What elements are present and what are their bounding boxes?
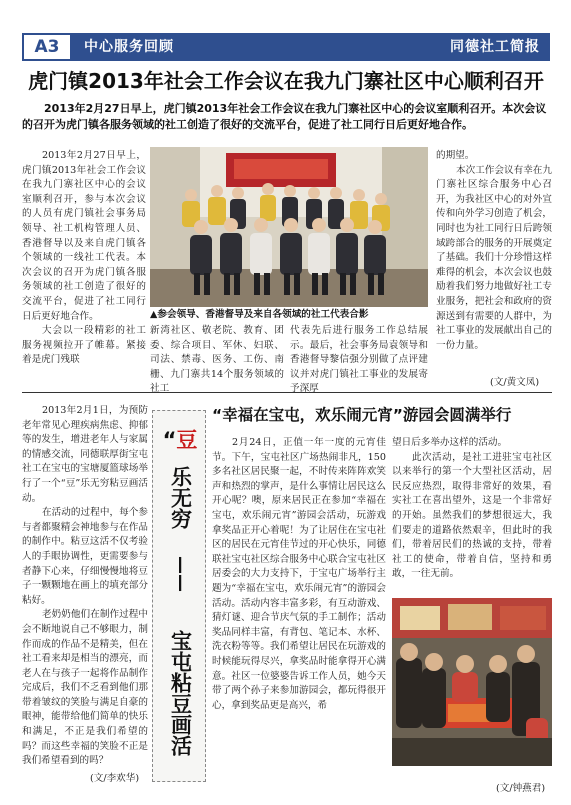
newsletter-title: 同德社工简报	[450, 39, 540, 55]
paragraph: 2013年2月1日，为预防老年常见心理疾病焦虑、抑郁等的发生，增进老年人与家属的情感交流，同德联厚街宝屯社工在宝屯的宝塘厦篮球场举行了一个“豆”乐无穷粘豆画活动。	[22, 405, 148, 504]
title-part-top: 乐无穷	[168, 465, 193, 529]
page-number: A3	[22, 33, 72, 61]
article1-bottom-column-b	[290, 324, 428, 397]
vertical-title	[153, 427, 207, 778]
article2-column	[22, 404, 148, 769]
event-photo-image	[392, 598, 552, 766]
paragraph: 本次工作会议有幸在九门寨社区综合服务中心召开，为我社区中心的对外宣传和向外学习创造了机会，同时也为社工同行日后跨领域跨部合的服务的开展奠定了基础。我们十分珍惜这样难得的机会，本次会议也鼓励着我们努力地做好社工专业服务，把社会和政府的资源送到有需要的人群中，为社工事业的发展献出自己的一份力量。	[436, 164, 552, 351]
section-divider	[22, 392, 552, 393]
paragraph: 望日后多举办这样的活动。	[392, 437, 508, 448]
title-dash: ——	[170, 556, 191, 592]
title-quote: “	[162, 428, 177, 452]
event-photo	[392, 598, 552, 766]
article3-title: “幸福在宝屯，欢乐闹元宵”游园会圆满举行	[212, 406, 512, 424]
article1-right-column	[436, 149, 552, 353]
paragraph: 老奶奶他们在制作过程中会不断地说自己不够眼力，制作而成的作品不是精美，但在社工看来却是相当的漂亮，而老人在与孩子一起将作品制作完成后，我们不乏看到他们那带着皱纹的笑脸与满足自豪的眼神，能带给他们简单的快乐和满足，不正是我们希望的吗？而这些幸福的笑脸不正是我们希望看到的吗？	[22, 609, 148, 767]
author-credit: (文/黄文凤)	[490, 377, 540, 388]
paragraph: 此次活动，是社工进驻宝屯社区以来举行的第一个大型社区活动，居民反应热烈，取得非常好的效果，看实社工在喜出望外，这是一个非常好的开始。虽然我们的梦想很远大，我们要走的道路依然艰辛，但此时的我们，带着居民们的热诚的支持，带着社工的使命，带着自信，坚持和勇敢，一往无前。	[392, 451, 552, 580]
article-lead: 2013年2月27日早上，虎门镇2013年社会工作会议在我九门寨社区中心的会议室顺利召开。本次会议的召开为虎门镇各服务领域的社工创造了很好的交流平台，促进了社工同行日后更好地合作。	[22, 102, 547, 131]
group-photo-image	[150, 147, 428, 307]
photo-caption: ▲参会领导、香港督导及来自各领域的社工代表合影	[150, 309, 369, 320]
paragraph: 的期望。	[436, 150, 475, 161]
author-credit: (文/钟燕君)	[496, 783, 546, 794]
paragraph: 新湾社区、敬老院、教育、团委、综合项目、军休、妇联、司法、禁毒、医务、工伤、南栅、九门寨共14个服务领域的社工	[150, 325, 284, 395]
group-photo	[150, 147, 428, 307]
article3-right-column	[392, 436, 552, 582]
header-bar	[22, 33, 550, 61]
article1-left-column	[22, 149, 146, 368]
section-title: 中心服务回顾	[84, 39, 174, 55]
author-credit: (文/李欢华)	[90, 773, 140, 784]
article-headline: 虎门镇2013年社会工作会议在我九门寨社区中心顺利召开	[28, 69, 544, 93]
paragraph: 在活动的过程中，每个参与者都聚精会神地参与在作品的制作中。粘豆这活不仅考验人的手眼协调性，更需要参与者静下心来，仔细慢慢地将豆子一颗颗地在画上的填充部分粘好。	[22, 507, 148, 606]
paragraph: 2013年2月27日早上，虎门镇2013年社会工作会议在我九门寨社区中心的会议室顺利召开，参与本次会议的人员有虎门镇社会事务局领导、社工机构管理人员、香港督导以及来自虎门镇各个领域的一线社工代表。本次会议的召开为虎门镇各服务领域的社工创造了很好的交流平台，促进了社工同行日后更好地合作。	[22, 150, 146, 322]
paragraph: 代表先后进行服务工作总结展示。最后，社会事务局袁领导和香港督导黎信强分别做了点评建议并对虎门镇社工事业的发展寄予深厚	[290, 325, 428, 395]
title-part-bottom: 宝屯粘豆画活	[168, 630, 193, 756]
article3-left-column	[212, 436, 386, 713]
paragraph: 大会以一段精彩的社工服务视频拉开了帷幕。紧接着是虎门残联	[22, 325, 146, 366]
title-accent-char: 豆	[176, 428, 198, 452]
paragraph: 2月24日，正值一年一度的元宵佳节。下午，宝屯社区广场热闹非凡，150多名社区居民聚一起，不时传来阵阵欢笑声和热烈的掌声，是什么事情让居民这么开心呢？噢，原来居民正在参加“幸福在宝屯，欢乐闹元宵”游园会活动，玩游戏拿奖品正开心着呢！为了让居住在宝屯社区的居民在元宵佳节过的开心快乐，同德联社宝屯社区综合服务中心联合宝屯社区居委会的大力支持下，于宝屯广场举行主题为“幸福在宝屯，欢乐闹元宵”的游园会活动。活动内容丰富多彩，有互动游戏、猜灯谜、迎合节庆气氛的手工制作；活动奖品同样丰富，有背包、笔记本、水杯、洗衣粉等等。我们希望让居民在玩游戏的时候能玩得尽兴，拿奖品时能拿得开心满意。社区一位婆婆告诉工作人员，她今天带了两个孙子来参加游园会，都玩得很开心，拿到奖品更是高兴，希	[212, 437, 386, 711]
vertical-title-box	[152, 410, 206, 782]
article1-bottom-column-a	[150, 324, 284, 397]
